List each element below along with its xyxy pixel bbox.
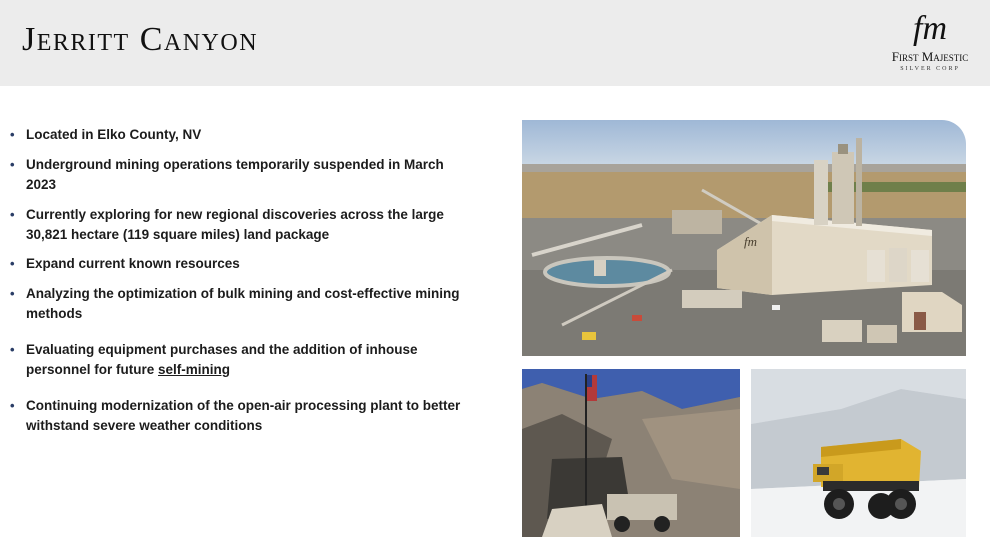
bullet-text: [26, 340, 470, 379]
bullet-text: Underground mining operations temporarily suspended in March 2023: [26, 157, 444, 192]
bullet-text-part: Evaluating equipment purchases and the addition of inhouse personnel for future: [26, 342, 418, 377]
bullet-dot-icon: •: [10, 286, 15, 301]
company-logo: [880, 10, 980, 76]
page-title: Jerritt Canyon: [22, 21, 259, 58]
bullet-dot-icon: •: [10, 256, 15, 271]
building-sign-text: fm: [744, 234, 757, 249]
bullet-dot-icon: •: [10, 398, 15, 413]
processing-plant-photo: [522, 120, 966, 356]
bullet-dot-icon: •: [10, 127, 15, 142]
header-bar: [0, 0, 990, 86]
bullet-item-modernization: [10, 396, 470, 435]
bullet-text: Currently exploring for new regional discoveries across the large 30,821 hectare (119 square miles) land package: [26, 207, 444, 242]
bullet-dot-icon: •: [10, 207, 15, 222]
underground-portal-photo: [522, 369, 740, 537]
bullet-item-exploration: [10, 205, 470, 244]
bullet-dot-icon: •: [10, 342, 15, 357]
bullet-dot-icon: •: [10, 157, 15, 172]
bullet-item-resources: [10, 254, 470, 274]
bullet-text: Expand current known resources: [26, 256, 240, 271]
haul-truck-illustration: [751, 369, 966, 537]
self-mining-link[interactable]: self-mining: [158, 361, 231, 377]
bullet-text: Located in Elko County, NV: [26, 127, 202, 142]
bullet-text: Continuing modernization of the open-air processing plant to better withstand severe weather conditions: [26, 398, 461, 433]
bullet-item-optimization: [10, 284, 470, 323]
bullet-item-location: [10, 125, 470, 145]
underground-portal-illustration: [522, 369, 740, 537]
bullet-item-suspension: [10, 155, 470, 194]
bullet-item-equipment: [10, 340, 470, 379]
logo-subtitle: SILVER CORP: [900, 66, 960, 72]
logo-monogram: fm: [913, 10, 947, 47]
bullet-text: Analyzing the optimization of bulk mining and cost-effective mining methods: [26, 286, 460, 321]
haul-truck-photo: [751, 369, 966, 537]
logo-company-name: First Majestic: [891, 49, 969, 64]
processing-plant-illustration: [522, 120, 966, 356]
